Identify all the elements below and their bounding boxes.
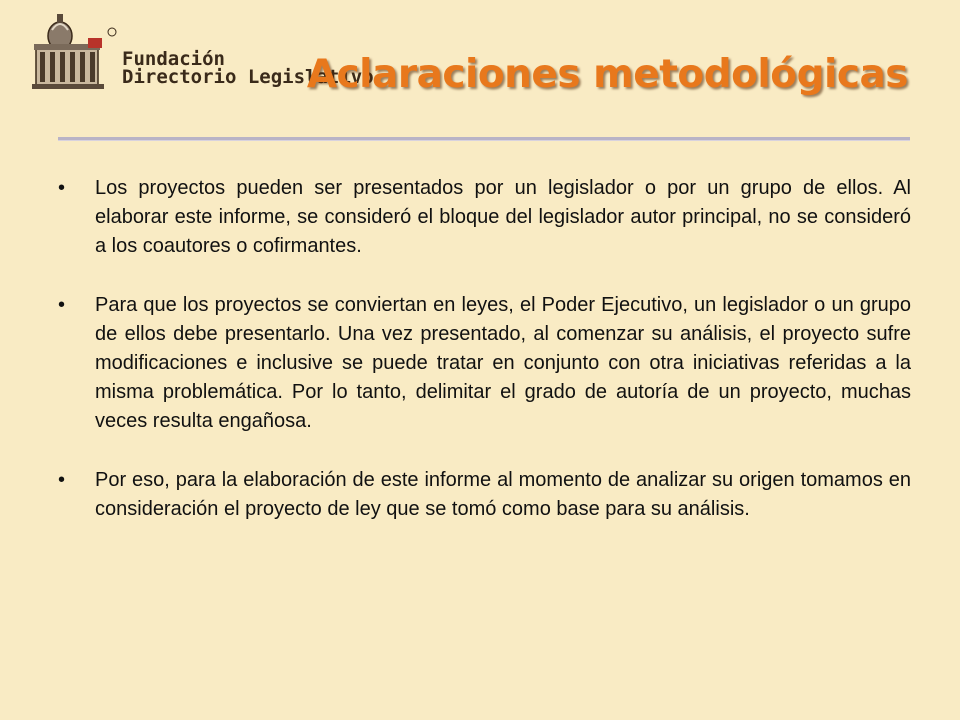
logo-line-2: Directorio Legislativo bbox=[122, 66, 374, 88]
bullet-glyph: • bbox=[58, 469, 66, 491]
bullet-glyph: • bbox=[58, 177, 66, 199]
bullet-glyph: • bbox=[58, 294, 66, 316]
bullet-item bbox=[56, 174, 911, 261]
title-divider bbox=[58, 137, 910, 141]
bullet-text: Los proyectos pueden ser presentados por un legislador o por un grupo de ellos. Al elaborar este informe, se consideró el bloque del legislador autor principal, no se consideró a los coautores o cofirmantes. bbox=[95, 177, 911, 257]
bullet-list bbox=[56, 174, 911, 554]
bullet-item bbox=[56, 466, 911, 524]
page-title: Aclaraciones metodológicas bbox=[306, 52, 908, 97]
logo-line-1: Fundación bbox=[122, 48, 225, 70]
bullet-item bbox=[56, 291, 911, 436]
congress-building-icon bbox=[30, 8, 122, 98]
bullet-text: Para que los proyectos se conviertan en leyes, el Poder Ejecutivo, un legislador o un grupo de ellos debe presentarlo. Una vez presentado, al comenzar su análisis, el proyecto sufre modificaciones e inclusive se puede tratar en conjunto con otra iniciativas referidas a la misma problemática. Por lo tanto, delimitar el grado de autoría de un proyecto, muchas veces resulta engañosa. bbox=[95, 294, 911, 432]
bullet-text: Por eso, para la elaboración de este informe al momento de analizar su origen tomamos en consideración el proyecto de ley que se tomó como base para su análisis. bbox=[95, 469, 911, 520]
foundation-logo bbox=[30, 8, 374, 98]
